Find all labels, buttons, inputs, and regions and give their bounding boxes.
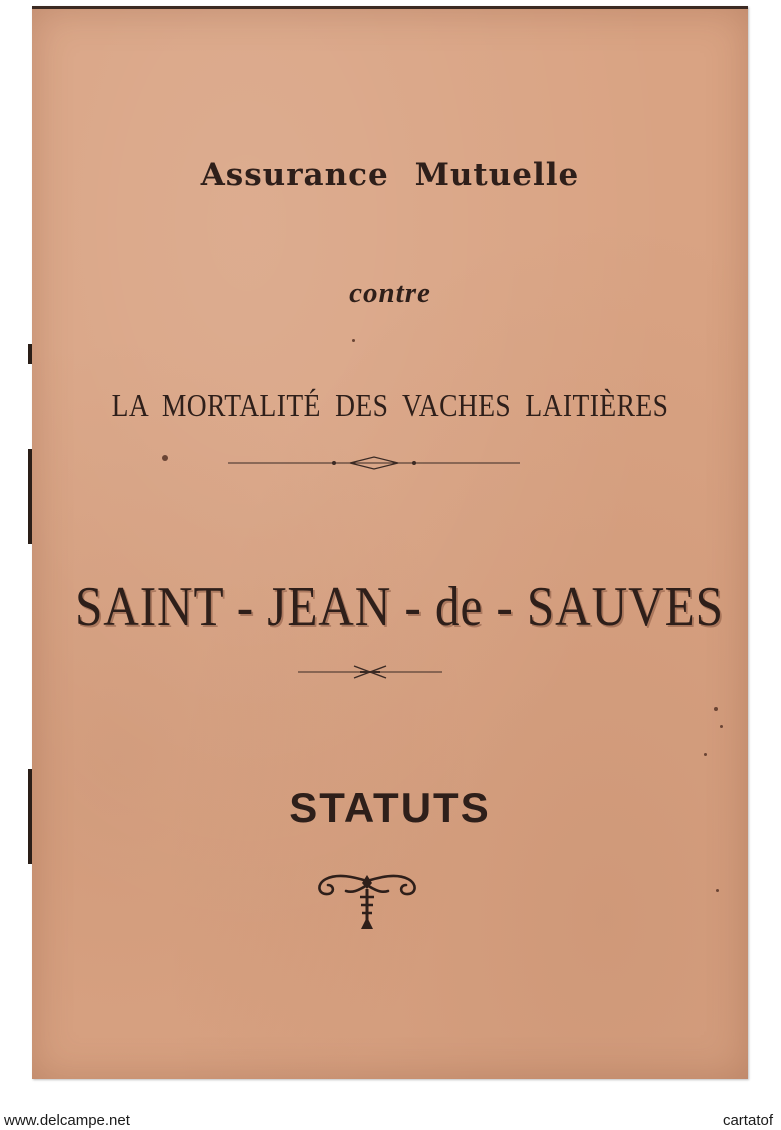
cover-subject: LA MORTALITÉ DES VACHES LAITIÈRES [111,387,669,423]
paper-speck [716,889,719,892]
paper-speck [704,753,707,756]
watermark-seller: cartatof [722,1112,773,1129]
paper-speck [352,339,355,342]
paper-speck [162,455,168,461]
spine-staple-mark [28,449,32,544]
diamond-rule-ornament-icon [228,453,520,473]
cover-title: STATUTS [289,784,491,831]
cover-subheading: contre [349,277,431,309]
cover-heading: Assurance Mutuelle [200,157,580,193]
paper-speck [720,725,723,728]
spine-staple-mark [28,344,32,364]
cover-place-name: SAINT - JEAN - de - SAUVES [74,576,724,638]
booklet-cover [32,6,748,1079]
scroll-fleuron-ornament-icon [308,867,426,931]
watermark-site: www.delcampe.net [4,1112,130,1129]
cross-rule-ornament-icon [298,661,442,681]
paper-speck [714,707,718,711]
